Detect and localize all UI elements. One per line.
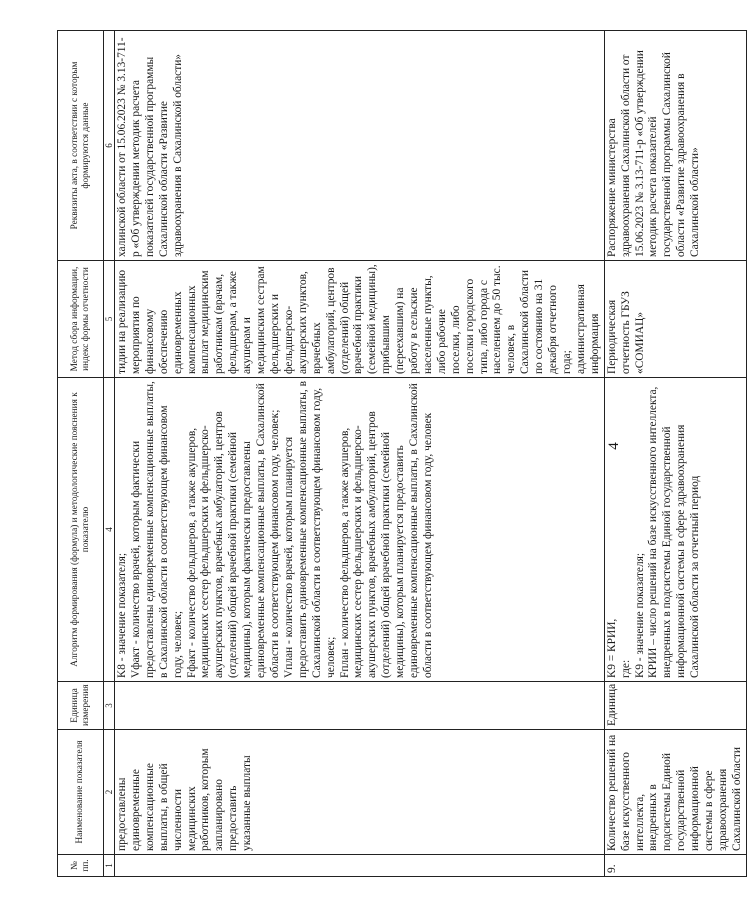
column-number: 1 xyxy=(104,855,115,877)
indicator-algorithm: K8 - значение показателя; Vфакт - количество врачей, которым фактически предоставлены единовременные компенсационные выплаты, в Сахалинской области в соответствующем финансовом году, человек; Fфакт - количество фельдшеров, а также акушеров, медицинских сестер фельдшерских и фельдшерско-акушерских пунктов, врачебных амбулаторий, центров (отделений) общей врачебной практики (семейной медицины), которым фактически предоставлены единовременные компенсационные выплаты, в Сахалинской области в соответствующем финансовом году, человек; Vплан - количество врачей, которым планируется предоставить единовременные компенсационные выплаты, в Сахалинской области в соответствующем финансовом году, человек; Fплан - количество фельдшеров, а также акушеров, медицинских сестер фельдшерских и фельдшерско-акушерских пунктов, врачебных амбулаторий, центров (отделений) общей врачебной практики (семейной медицины), которым планируется предоставить единовременные компенсационные выплаты, в Сахалинской области в соответствующем финансовом году, человек xyxy=(115,378,605,682)
header-act: Реквизиты акта, в соответствии с которым формируются данные xyxy=(58,31,104,261)
column-number: 3 xyxy=(104,682,115,730)
header-unit: Единица измерения xyxy=(58,682,104,730)
page-number: 4 xyxy=(605,442,622,450)
indicator-method: Периодическая отчетность ГБУЗ «СОМИАЦ» xyxy=(604,261,746,378)
header-method: Метод сбора информации, индекс формы отчетности xyxy=(58,261,104,378)
indicator-unit xyxy=(115,682,605,730)
table-row xyxy=(115,31,605,877)
indicator-name: предоставлены единовременные компенсационные выплаты, в общей численности медицинских работников, которым запланировано предоставить указанные выплаты xyxy=(115,730,605,855)
indicator-method: тидии на реализацию мероприятия по финансовому обеспечению единовременных компенсационных выплат медицинским работникам (врачам, фельдшерам, а также акушерам и медицинским сестрам фельдшерских и фельдшерско-акушерских пунктов, врачебных амбулаторий, центров (отделений) общей врачебной практики (семейной медицины), прибывшим (переехавшим) на работу в сельские населенные пункты, либо рабочие поселки, либо поселки городского типа, либо города с населением до 50 тыс. человек, в Сахалинской области по состоянию на 31 декабря отчетного года; административная информация xyxy=(115,261,605,378)
column-number-row xyxy=(104,31,115,877)
header-algorithm: Алгоритм формирования (формула) и методологические пояснения к показателю xyxy=(58,378,104,682)
header-name: Наименование показателя xyxy=(58,730,104,855)
column-number: 6 xyxy=(104,31,115,261)
row-number: 9. xyxy=(604,855,746,877)
rotated-table-container xyxy=(57,31,743,877)
table-header-row xyxy=(58,31,104,877)
indicator-act: Распоряжение министерства здравоохранения Сахалинской области от 15.06.2023 № 3.13-711-р «Об утверждении методик расчета показателей государственной программы Сахалинской области «Развитие здравоохранения в Сахалинской области» xyxy=(604,31,746,261)
column-number: 4 xyxy=(104,378,115,682)
indicator-unit: Единица xyxy=(604,682,746,730)
indicator-algorithm: K9 = КРИИ, где: K9 - значение показателя; КРИИ – число решений на базе искусственного интеллекта, внедренных в подсистемы Единой государственной информационной системы в сфере здравоохранения Сахалинской области за отчетный период xyxy=(604,378,746,682)
indicator-table xyxy=(57,30,747,877)
header-number: № пп. xyxy=(58,855,104,877)
table-row xyxy=(604,31,746,877)
row-number xyxy=(115,855,605,877)
indicator-name: Количество решений на базе искусственного интеллекта, внедренных в подсистемы Единой государственной информационной системы в сфере здравоохранения Сахалинской области xyxy=(604,730,746,855)
column-number: 5 xyxy=(104,261,115,378)
indicator-act: халинской области от 15.06.2023 № 3.13-711-р «Об утверждении методик расчета показателей государственной программы Сахалинской области «Развитие здравоохранения в Сахалинской области» xyxy=(115,31,605,261)
column-number: 2 xyxy=(104,730,115,855)
